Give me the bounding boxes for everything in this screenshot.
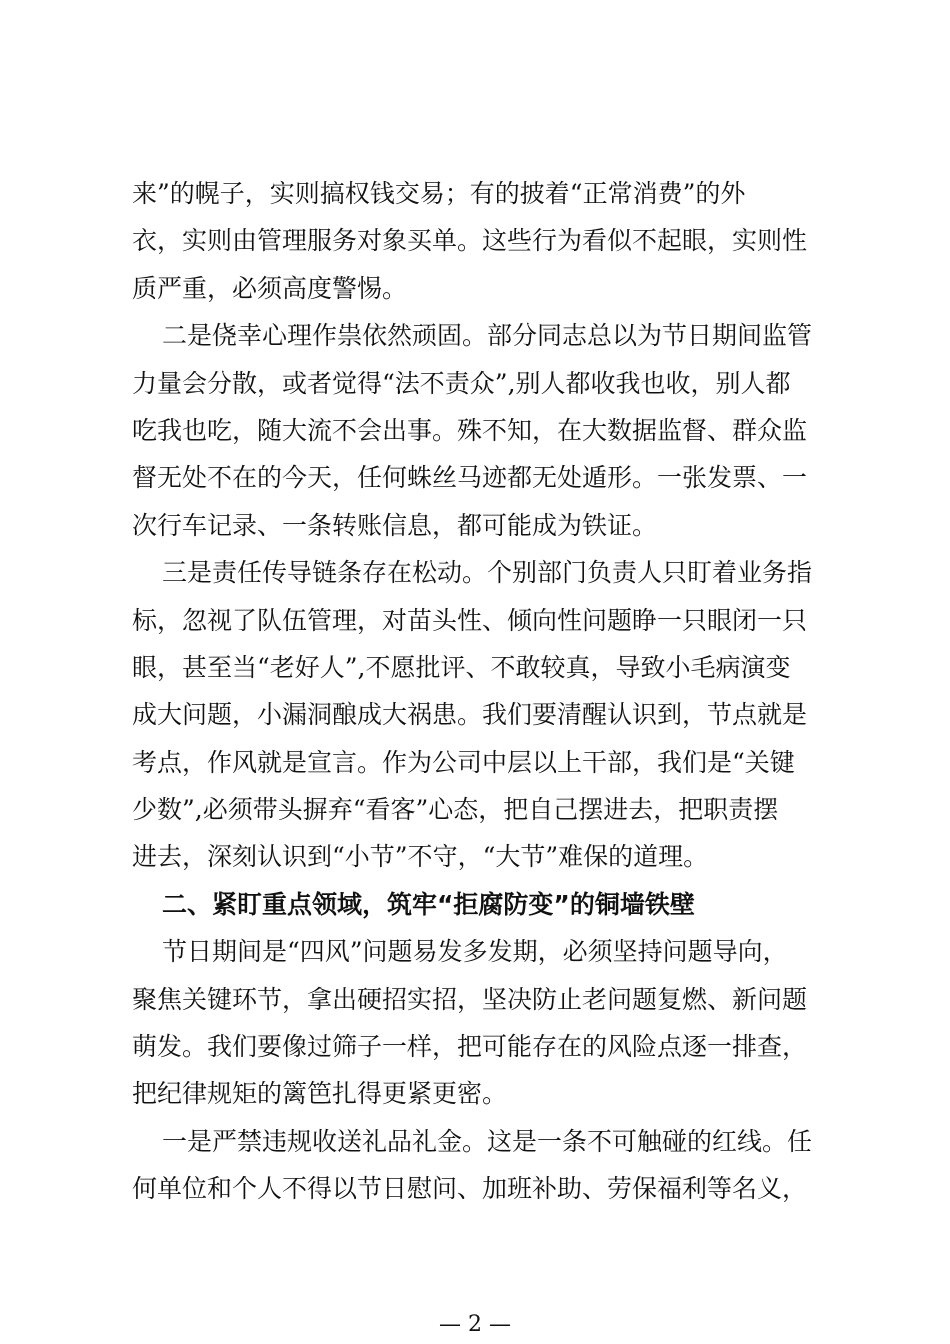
text-line: 来”的幌子，实则搞权钱交易；有的披着“正常消费”的外: [132, 179, 746, 208]
paragraph-first-line: 三是责任传导链条存在松动。个别部门负责人只盯着业务指: [162, 558, 813, 588]
text-line: 少数”,必须带头摒弃“看客”心态，把自己摆进去，把职责摆: [132, 795, 779, 825]
text-line: 聚焦关键环节，拿出硬招实招，坚决防止老问题复燃、新问题: [132, 984, 808, 1014]
text-line: 次行车记录、一条转账信息，都可能成为铁证。: [132, 510, 658, 540]
text-line: 吃我也吃，随大流不会出事。殊不知，在大数据监督、群众监: [132, 415, 808, 445]
text-line: 标，忽视了队伍管理，对苗头性、倾向性问题睁一只眼闭一只: [132, 605, 808, 635]
text-line: 衣，实则由管理服务对象买单。这些行为看似不起眼，实则性: [132, 226, 808, 256]
text-line: 督无处不在的今天，任何蛛丝马迹都无处遁形。一张发票、一: [132, 463, 808, 493]
text-line: 进去，深刻认识到“小节”不守，“大节”难保的道理。: [132, 842, 709, 872]
text-line: 成大问题，小漏洞酿成大祸患。我们要清醒认识到，节点就是: [132, 700, 808, 730]
paragraph-first-line: 节日期间是“四风”问题易发多发期，必须坚持问题导向，: [162, 937, 788, 967]
page-number: — 2 —: [439, 1312, 511, 1337]
text-line: 何单位和个人不得以节日慰问、加班补助、劳保福利等名义，: [132, 1174, 808, 1204]
section-heading: 二、紧盯重点领域，筑牢“拒腐防变”的铜墙铁壁: [162, 889, 695, 919]
paragraph-first-line: 一是严禁违规收送礼品礼金。这是一条不可触碰的红线。任: [162, 1126, 813, 1156]
text-line: 考点，作风就是宣言。作为公司中层以上干部，我们是“关键: [132, 747, 795, 777]
paragraph-first-line: 二是侥幸心理作祟依然顽固。部分同志总以为节日期间监管: [162, 321, 813, 351]
text-line: 眼，甚至当“老好人”,不愿批评、不敢较真，导致小毛病演变: [132, 652, 791, 682]
text-line: 力量会分散，或者觉得“法不责众”,别人都收我也收，别人都: [132, 368, 791, 398]
text-line: 萌发。我们要像过筛子一样，把可能存在的风险点逐一排查，: [132, 1032, 808, 1062]
text-line: 质严重，必须高度警惕。: [132, 273, 408, 303]
text-line: 把纪律规矩的篱笆扎得更紧更密。: [132, 1079, 508, 1109]
body-text: [132, 170, 832, 1213]
